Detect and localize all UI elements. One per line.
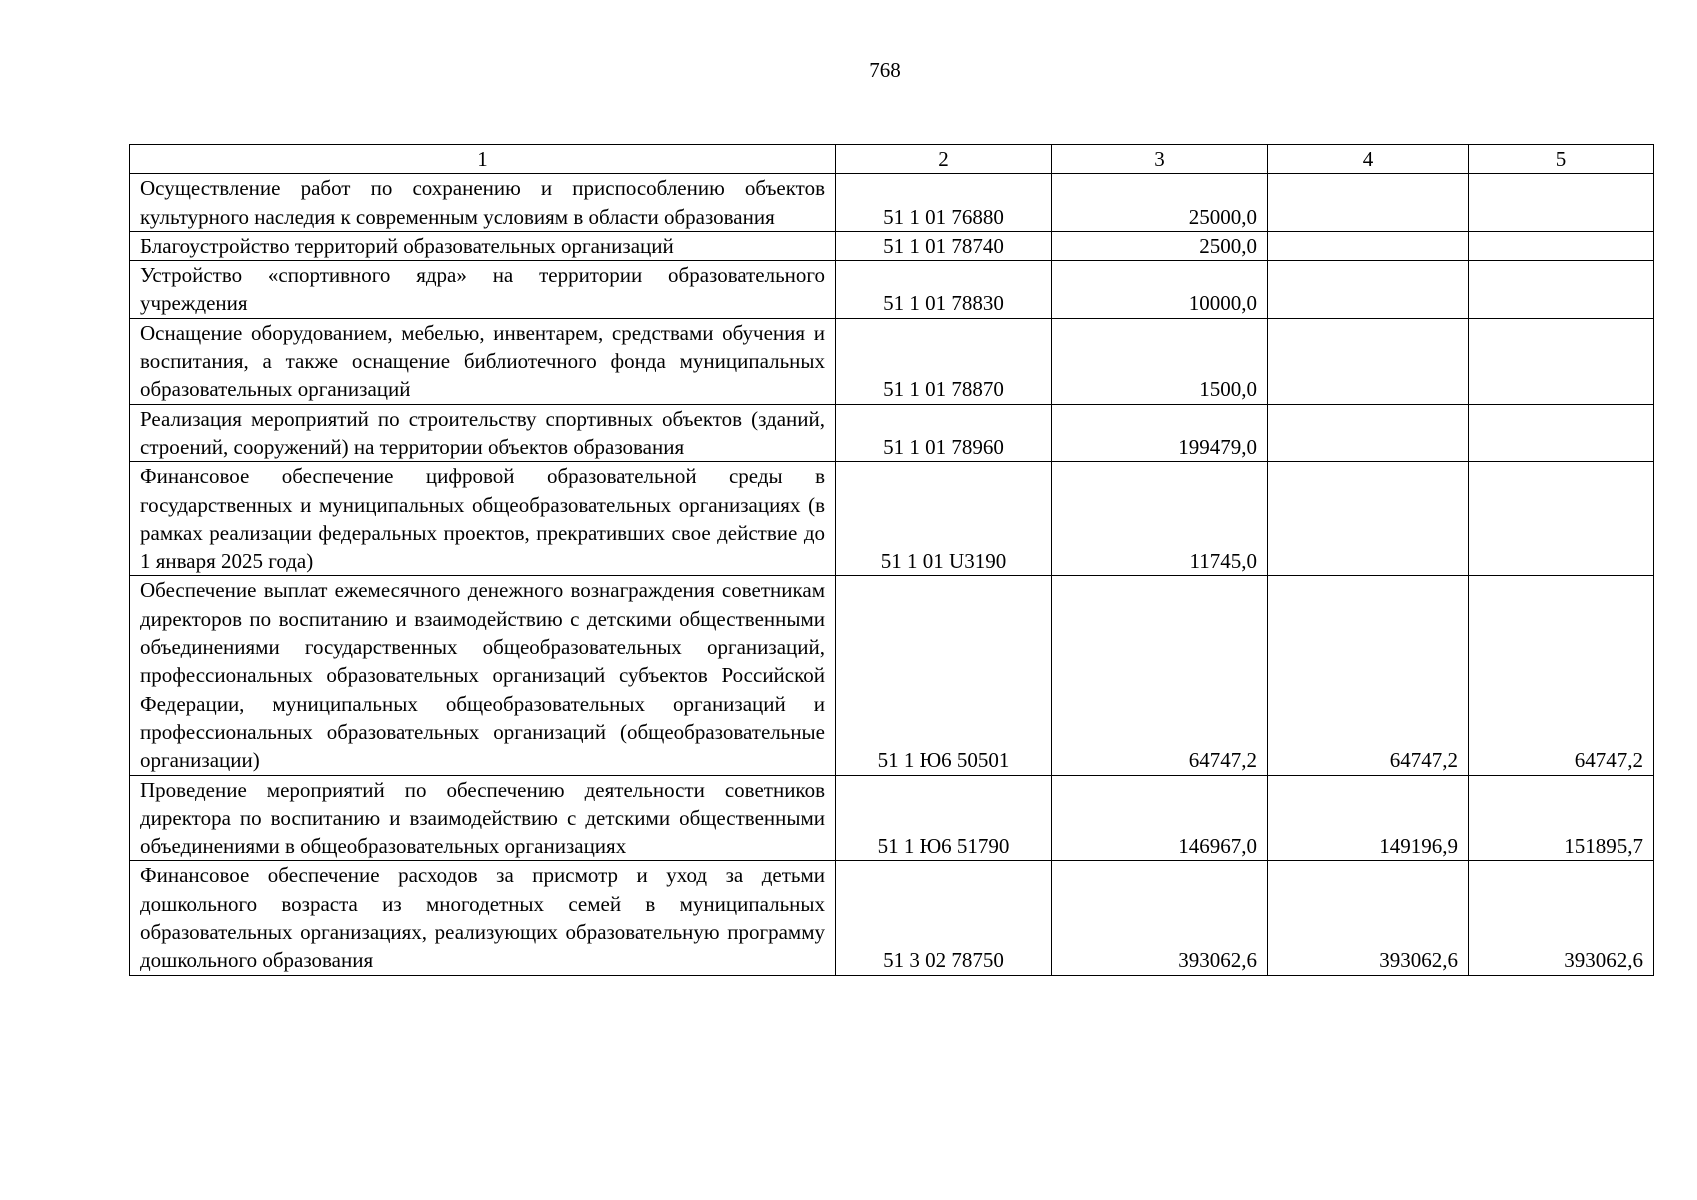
row-value-5: 151895,7 <box>1469 775 1654 861</box>
table-row <box>130 404 1654 462</box>
row-value-5: 64747,2 <box>1469 576 1654 775</box>
row-name: Финансовое обеспечение цифровой образовательной среды в государственных и муниципальных общеобразовательных организациях (в рамках реализации федеральных проектов, прекративших свое действие до 1 января 2025 года) <box>130 462 836 576</box>
row-value-5 <box>1469 231 1654 260</box>
row-value-4 <box>1268 261 1469 319</box>
table-row <box>130 775 1654 861</box>
row-value-3: 146967,0 <box>1052 775 1268 861</box>
row-value-5 <box>1469 174 1654 232</box>
row-value-5 <box>1469 261 1654 319</box>
row-name: Благоустройство территорий образовательных организаций <box>130 231 836 260</box>
row-code: 51 1 01 U3190 <box>836 462 1052 576</box>
row-value-4: 64747,2 <box>1268 576 1469 775</box>
row-code: 51 1 01 76880 <box>836 174 1052 232</box>
column-header-5: 5 <box>1469 145 1654 174</box>
row-code: 51 3 02 78750 <box>836 861 1052 975</box>
row-code: 51 1 Ю6 51790 <box>836 775 1052 861</box>
row-value-5 <box>1469 318 1654 404</box>
row-value-4 <box>1268 404 1469 462</box>
row-value-4 <box>1268 462 1469 576</box>
row-value-5: 393062,6 <box>1469 861 1654 975</box>
row-value-3: 11745,0 <box>1052 462 1268 576</box>
row-value-4: 393062,6 <box>1268 861 1469 975</box>
column-header-4: 4 <box>1268 145 1469 174</box>
row-name: Реализация мероприятий по строительству спортивных объектов (зданий, строений, сооружений) на территории объектов образования <box>130 404 836 462</box>
row-value-3: 199479,0 <box>1052 404 1268 462</box>
row-value-5 <box>1469 462 1654 576</box>
table-row <box>130 576 1654 775</box>
row-code: 51 1 01 78830 <box>836 261 1052 319</box>
page-number: 768 <box>869 58 901 82</box>
row-code: 51 1 Ю6 50501 <box>836 576 1052 775</box>
column-header-1: 1 <box>130 145 836 174</box>
column-header-3: 3 <box>1052 145 1268 174</box>
table-row <box>130 231 1654 260</box>
row-name: Обеспечение выплат ежемесячного денежного вознаграждения советникам директоров по воспитанию и взаимодействию с детскими общественными объединениями государственных общеобразовательных организаций, профессиональных образовательных организаций субъектов Российской Федерации, муниципальных общеобразовательных организаций и профессиональных образовательных организаций (общеобразовательные организации) <box>130 576 836 775</box>
row-value-3: 2500,0 <box>1052 231 1268 260</box>
table-row <box>130 318 1654 404</box>
row-name: Осуществление работ по сохранению и приспособлению объектов культурного наследия к современным условиям в области образования <box>130 174 836 232</box>
row-value-3: 1500,0 <box>1052 318 1268 404</box>
row-value-3: 393062,6 <box>1052 861 1268 975</box>
row-code: 51 1 01 78960 <box>836 404 1052 462</box>
row-value-5 <box>1469 404 1654 462</box>
row-value-4 <box>1268 318 1469 404</box>
row-value-3: 25000,0 <box>1052 174 1268 232</box>
row-value-3: 64747,2 <box>1052 576 1268 775</box>
row-value-4: 149196,9 <box>1268 775 1469 861</box>
table-header-row <box>130 145 1654 174</box>
row-value-3: 10000,0 <box>1052 261 1268 319</box>
table-row <box>130 261 1654 319</box>
column-header-2: 2 <box>836 145 1052 174</box>
budget-table <box>129 144 1654 976</box>
row-name: Оснащение оборудованием, мебелью, инвентарем, средствами обучения и воспитания, а также оснащение библиотечного фонда муниципальных образовательных организаций <box>130 318 836 404</box>
table-row <box>130 174 1654 232</box>
row-name: Проведение мероприятий по обеспечению деятельности советников директора по воспитанию и взаимодействию с детскими общественными объединениями в общеобразовательных организациях <box>130 775 836 861</box>
table-row <box>130 462 1654 576</box>
row-code: 51 1 01 78870 <box>836 318 1052 404</box>
row-code: 51 1 01 78740 <box>836 231 1052 260</box>
row-value-4 <box>1268 174 1469 232</box>
row-name: Финансовое обеспечение расходов за присмотр и уход за детьми дошкольного возраста из многодетных семей в муниципальных образовательных организациях, реализующих образовательную программу дошкольного образования <box>130 861 836 975</box>
row-value-4 <box>1268 231 1469 260</box>
row-name: Устройство «спортивного ядра» на территории образовательного учреждения <box>130 261 836 319</box>
table-row <box>130 861 1654 975</box>
